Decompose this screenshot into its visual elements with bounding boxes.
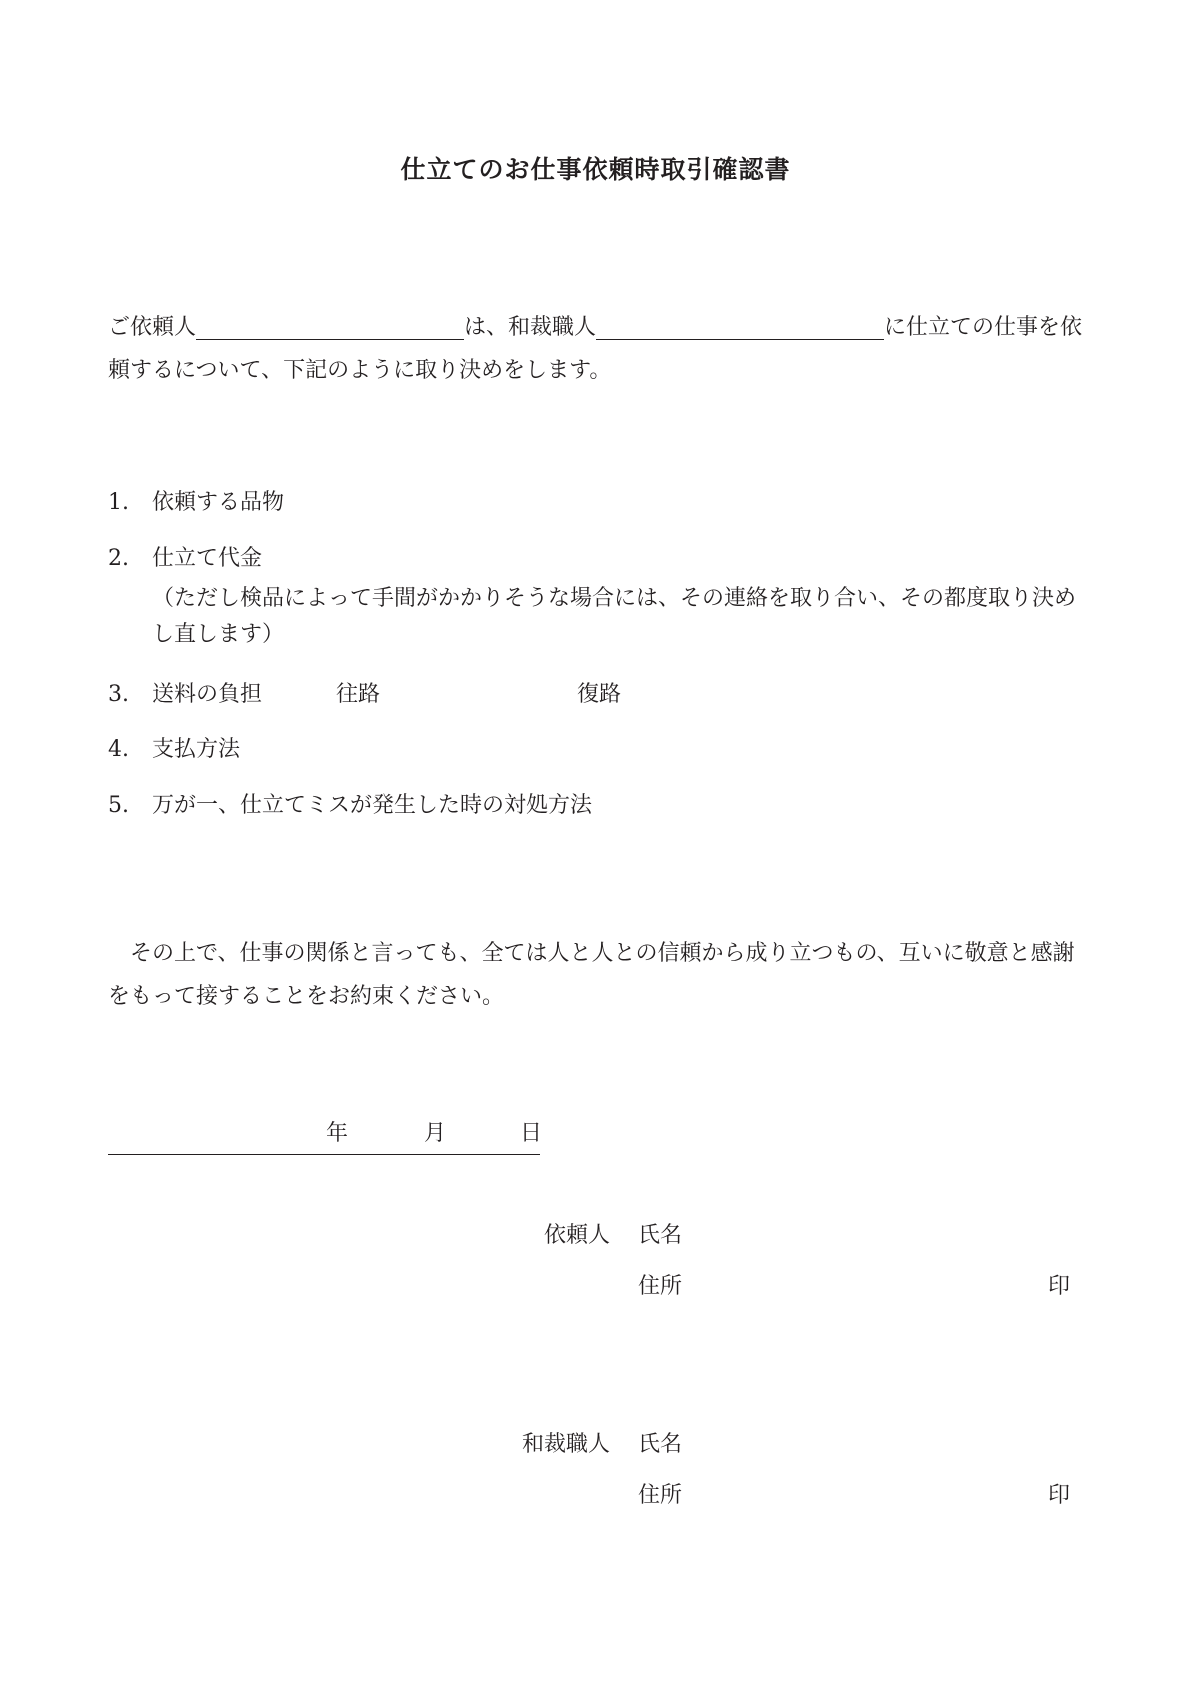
item-text: 万が一、仕立てミスが発生した時の対処方法 [152,793,593,818]
intro-craftsman-label: は、和裁職人 [464,315,597,340]
craftsman-seal-mark: 印 [1048,1483,1071,1508]
craftsman-role-label: 和裁職人 [521,1432,610,1457]
item-text: 支払方法 [152,737,241,762]
craftsman-address-label: 住所 [638,1483,683,1508]
item-number: 3. [108,682,129,707]
item-number: 5. [108,793,129,818]
craftsman-name-blank[interactable] [596,309,884,340]
item-2-note: （ただし検品によって手間がかかりそうな場合には、その連絡を取り合い、その都度取り決めし直します） [152,586,1077,647]
craftsman-name-label: 氏名 [638,1432,683,1457]
item-number: 1. [108,490,129,515]
intro-line2: 頼するについて、下記のように取り決めをします。 [108,358,612,383]
list-item-1 [108,485,284,521]
client-role-label: 依頼人 [543,1223,610,1248]
document-title: 仕立てのお仕事依頼時取引確認書 [400,155,791,184]
item-text: 仕立て代金 [152,546,263,571]
closing-paragraph: その上で、仕事の関係と言っても、全ては人と人との信頼から成り立つもの、互いに敬意と感謝をもって接することをお約束ください。 [108,941,1075,1009]
intro-paragraph [108,306,1088,392]
client-address-label: 住所 [638,1274,683,1299]
intro-client-label: ご依頼人 [108,315,197,340]
outbound-label: 往路 [336,682,381,707]
date-month-label: 月 [424,1121,447,1146]
intro-continuation: に仕立ての仕事を依 [884,315,1083,340]
list-item-5 [108,788,592,824]
item-number: 2. [108,546,129,571]
list-item-3 [108,677,621,713]
return-label: 復路 [577,682,622,707]
item-text: 送料の負担 [152,682,263,707]
date-field[interactable] [108,1110,543,1155]
client-name-label: 氏名 [638,1223,683,1248]
list-item-2 [108,541,262,577]
client-seal-mark: 印 [1048,1274,1071,1299]
client-name-blank[interactable] [196,309,464,340]
item-text: 依頼する品物 [152,490,285,515]
date-day-label: 日 [520,1121,543,1146]
list-item-4 [108,732,240,768]
date-year-label: 年 [326,1121,349,1146]
item-number: 4. [108,737,129,762]
